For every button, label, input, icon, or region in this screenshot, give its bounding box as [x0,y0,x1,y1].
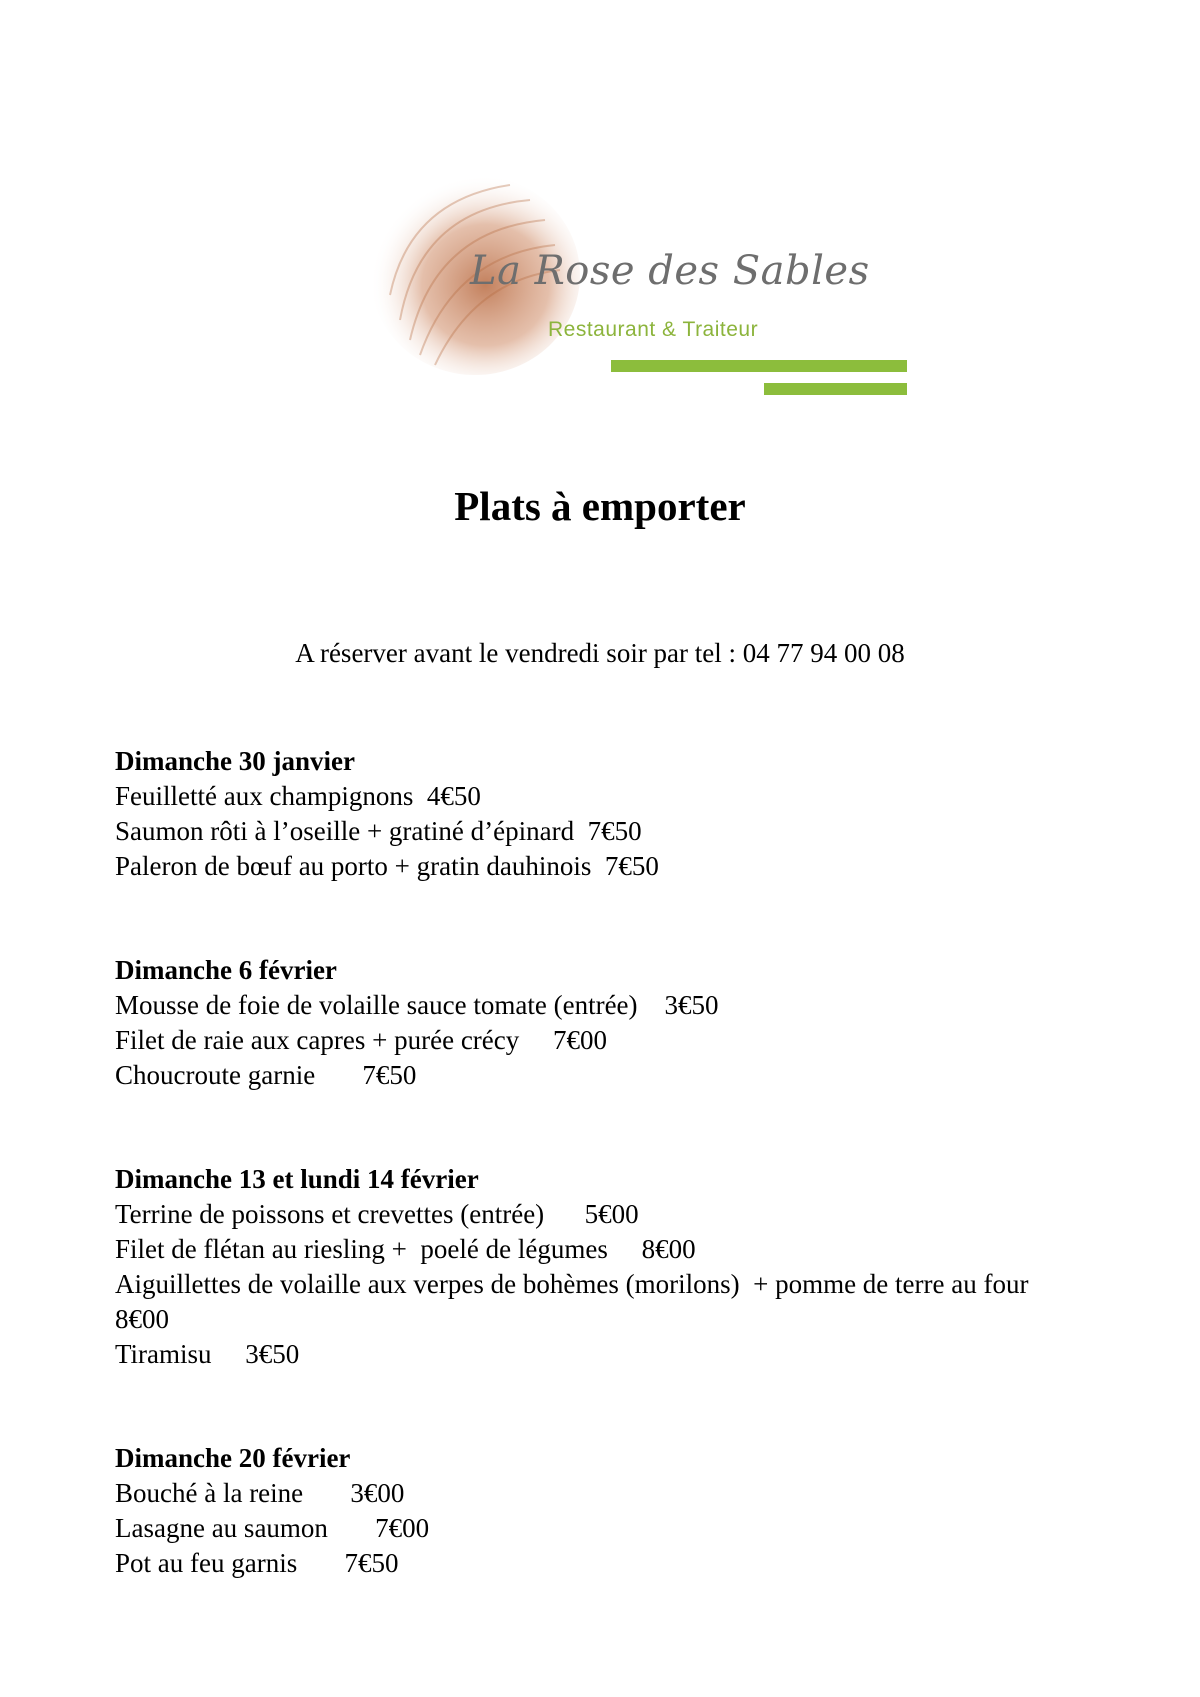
dish-item: Choucroute garnie 7€50 [115,1060,417,1090]
dish-item: Aiguillettes de volaille aux verpes de bohèmes (morilons) + pomme de terre au four 8€00 [115,1269,1069,1334]
reservation-note: A réserver avant le vendredi soir par tel : 04 77 94 00 08 [295,638,905,668]
logo-bar [611,360,907,372]
dish-item: Tiramisu 3€50 [115,1339,300,1369]
logo-name: La Rose des Sables [470,248,870,294]
dish-item: Bouché à la reine 3€00 [115,1478,405,1508]
dish-item: Pot au feu garnis 7€50 [115,1548,399,1578]
dish-item: Feuilletté aux champignons 4€50 [115,781,481,811]
logo-subtitle: Restaurant & Traiteur [548,318,759,341]
day-title: Dimanche 30 janvier [115,746,355,776]
day-section [115,1441,1115,1581]
dish-item: Lasagne au saumon 7€00 [115,1513,430,1543]
logo-bar [764,383,907,395]
page-title: Plats à emporter [454,483,746,529]
dish-item: Saumon rôti à l’oseille + gratiné d’épinard 7€50 [115,816,642,846]
day-section [115,1162,1115,1372]
restaurant-logo [360,160,920,400]
menu [115,744,1115,1650]
dish-item: Paleron de bœuf au porto + gratin dauhinois 7€50 [115,851,659,881]
day-title: Dimanche 20 février [115,1443,351,1473]
dish-item: Filet de flétan au riesling + poelé de légumes 8€00 [115,1234,696,1264]
dish-item: Terrine de poissons et crevettes (entrée) 5€00 [115,1199,639,1229]
dish-item: Filet de raie aux capres + purée crécy 7€00 [115,1025,608,1055]
day-section [115,744,1115,884]
day-title: Dimanche 6 février [115,955,337,985]
day-section [115,953,1115,1093]
day-title: Dimanche 13 et lundi 14 février [115,1164,479,1194]
dish-item: Mousse de foie de volaille sauce tomate (entrée) 3€50 [115,990,719,1020]
